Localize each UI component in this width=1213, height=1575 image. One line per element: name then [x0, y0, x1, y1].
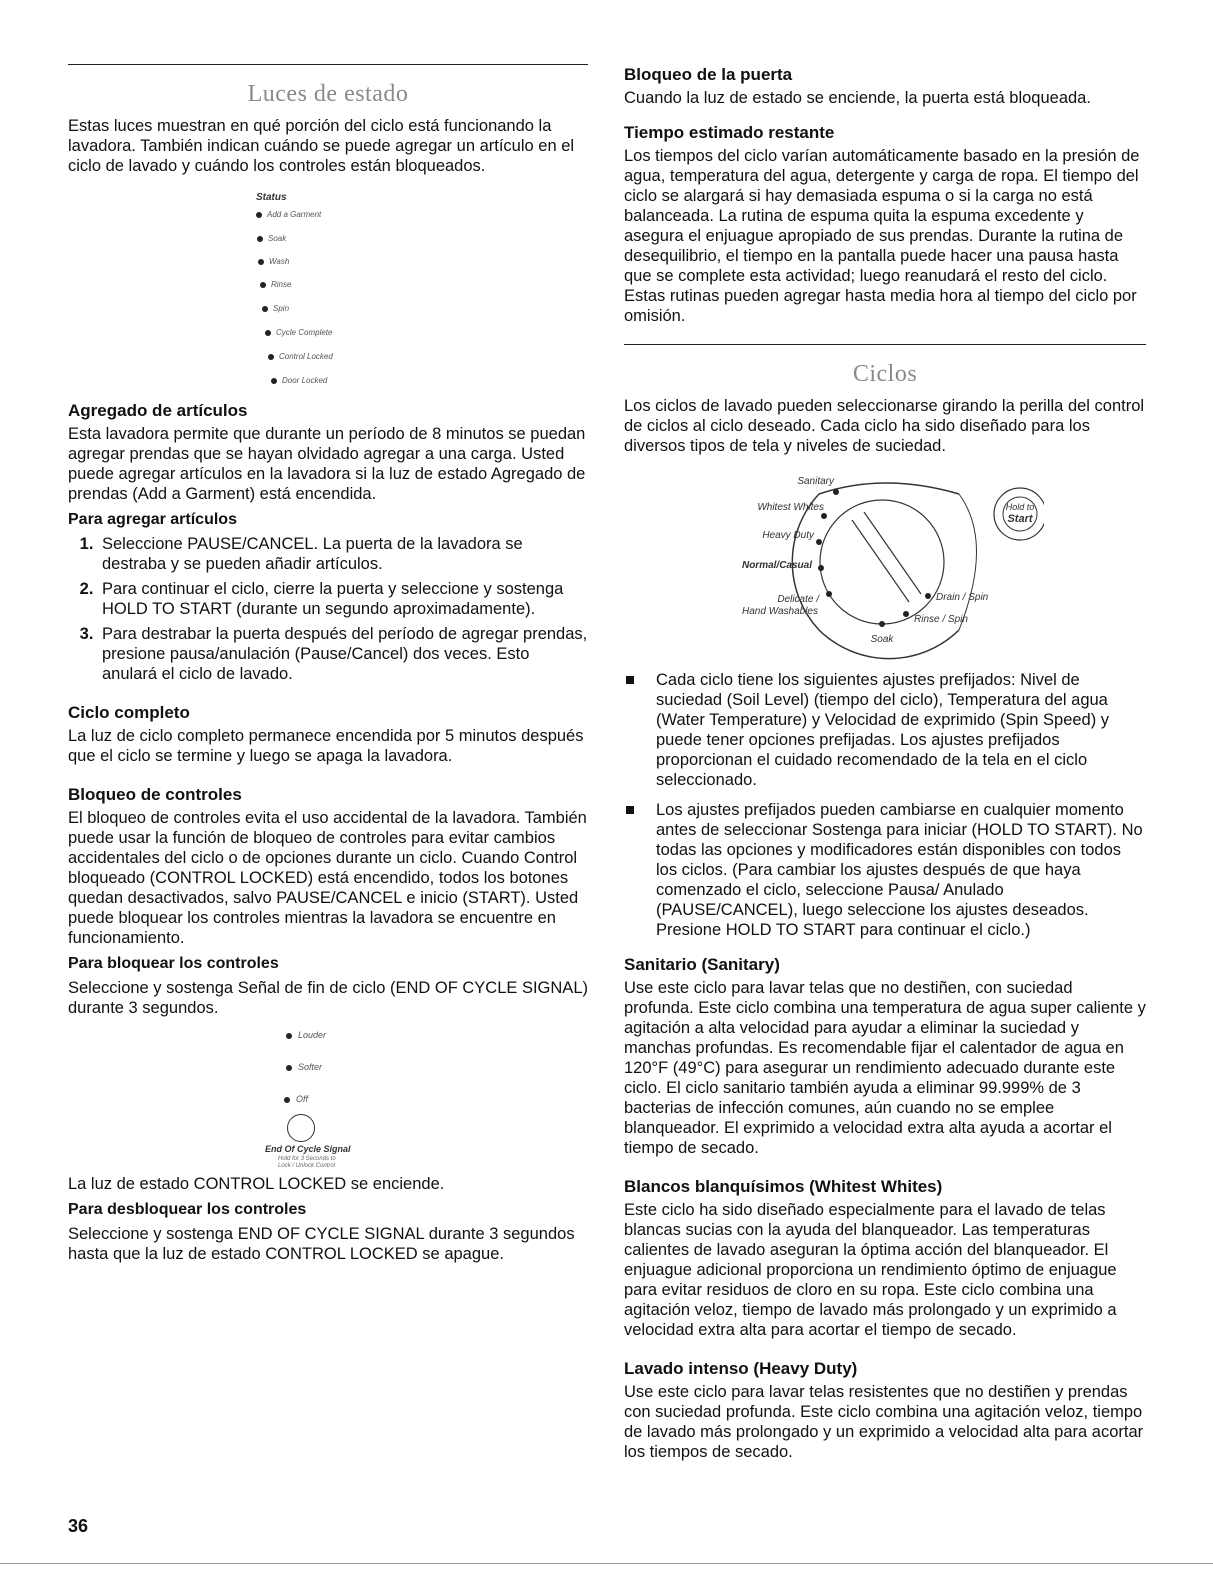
- square-bullet-icon: [626, 806, 634, 814]
- list-item: Cada ciclo tiene los siguientes ajustes prefijados: Nivel de suciedad (Soil Level) (tiempo del ciclo), Temperatura del agua (Water Temperature) y Velocidad de exprimido (Spin Speed) y puede tener opciones prefijadas. Los ajustes prefijados proporcionan el cuidado recomendado de la tela en el ciclo seleccionado.: [624, 670, 1146, 790]
- intenso-body: Use este ciclo para lavar telas resistentes que no destiñen y prendas con suciedad profunda. Este ciclo combina una agitación veloz, tiempo de lavado más prolongado y un exprimido a velocidad alta para acortar los tiempos de secado.: [624, 1383, 1144, 1461]
- bloqueo-controles-section: [68, 784, 588, 1264]
- status-dot-icon: [271, 378, 277, 384]
- status-dot-icon: [262, 306, 268, 312]
- bloquear-subheading: Para bloquear los controles: [68, 955, 279, 972]
- eoc-label: End Of Cycle Signal: [265, 1144, 351, 1154]
- list-item: 2. Para continuar el ciclo, cierre la puerta y seleccione y sostenga HOLD TO START (durante un segundo aproximadamente).: [98, 579, 588, 619]
- list-item: 3. Para destrabar la puerta después del período de agregar prendas, presione pausa/anulación (Pause/Cancel) dos veces. Esto anulará el ciclo de lavado.: [98, 624, 588, 684]
- tiempo-body: Los tiempos del ciclo varían automáticamente basado en la presión de agua, temperatura del agua, detergente y carga de ropa. El tiempo del ciclo se alargará si hay demasiada espuma o si la carga no está balanceada. La rutina de espuma quita la espuma excedente y asegura el enjuague apropiado de sus prendas. Durante la rutina de desequilibrio, el tiempo en la pantalla puede hacer una pausa hasta que se complete esta actividad; luego reanudará el resto del ciclo. Estas rutinas pueden agregar hasta media hora al tiempo del ciclo por omisión.: [624, 147, 1140, 325]
- agregado-heading: Agregado de artículos: [68, 401, 248, 420]
- left-column: [68, 64, 588, 1264]
- eoc-light-louder: Louder: [286, 1030, 326, 1040]
- status-dot-icon: [257, 236, 263, 242]
- end-of-cycle-panel: [68, 1020, 588, 1170]
- status-dot-icon: [286, 1033, 292, 1039]
- dial-label-hand-washables: Hand Washables: [742, 606, 818, 617]
- status-dot-icon: [268, 354, 274, 360]
- ciclo-completo-heading: Ciclo completo: [68, 703, 190, 722]
- dial-label-delicate: Delicate /: [777, 594, 819, 605]
- control-locked-on-text: La luz de estado CONTROL LOCKED se enciende.: [68, 1175, 445, 1193]
- dial-knob-icon: [820, 500, 944, 624]
- dial-outline-top: [819, 483, 959, 494]
- dial-pointer-icon: [852, 512, 921, 602]
- intenso-heading: Lavado intenso (Heavy Duty): [624, 1359, 858, 1378]
- list-item: 1. Seleccione PAUSE/CANCEL. La puerta de la lavadora se destraba y se pueden añadir artículos.: [98, 534, 588, 574]
- status-light-soak: Soak: [257, 234, 286, 243]
- blancos-body: Este ciclo ha sido diseñado especialmente para el lavado de telas blancas sucias con la ayuda del blanqueador. Las temperaturas calientes de lavado aseguran la óptima acción del blanqueador. El enjuague adicional proporciona un rendimiento óptimo de enjuague para evitar residuos de cloro en su ropa. Este ciclo combina una agitación veloz, tiempo de lavado más prolongado y un exprimido a velocidad extra alta para acortar el tiempo de secado.: [624, 1201, 1117, 1339]
- list-item: Los ajustes prefijados pueden cambiarse en cualquier momento antes de seleccionar Sostenga para iniciar (HOLD TO START). No todas las opciones y modificadores están disponibles con todos los ciclos. (Para cambiar los ajustes después de que haya comenzado el ciclo, seleccione Pausa/ Anulado (PAUSE/CANCEL), luego seleccione los ajustes deseados. Presione HOLD TO START para continuar el ciclo.): [624, 800, 1146, 940]
- sanitario-heading: Sanitario (Sanitary): [624, 955, 780, 974]
- dial-dot-icon: [821, 513, 827, 519]
- dial-label-drain-spin: Drain / Spin: [936, 592, 989, 603]
- dial-outline-right: [959, 494, 977, 630]
- status-dot-icon: [258, 259, 264, 265]
- ciclo-completo-body: La luz de ciclo completo permanece encendida por 5 minutos después que el ciclo se termine y luego se apaga la lavadora.: [68, 727, 584, 765]
- ciclos-intro: Los ciclos de lavado pueden seleccionarse girando la perilla del control de ciclos al ciclo deseado. Cada ciclo ha sido diseñado para los diversos tipos de tela y niveles de suciedad.: [624, 397, 1145, 455]
- dial-dot-icon: [816, 539, 822, 545]
- dial-label-normal-casual: Normal/Casual: [741, 560, 812, 571]
- dial-dot-icon: [833, 489, 839, 495]
- status-light-spin: Spin: [262, 304, 289, 313]
- status-light-add-garment: Add a Garment: [256, 210, 321, 219]
- start-label: Start: [1007, 513, 1033, 525]
- dial-label-sanitary: Sanitary: [797, 476, 834, 487]
- intenso-section: [624, 1358, 1146, 1462]
- bloquear-body: Seleccione y sostenga Señal de fin de ciclo (END OF CYCLE SIGNAL) durante 3 segundos.: [68, 979, 588, 1017]
- dial-dot-icon: [925, 593, 931, 599]
- end-of-cycle-button-icon: [287, 1114, 315, 1142]
- blancos-heading: Blancos blanquísimos (Whitest Whites): [624, 1177, 943, 1196]
- status-dot-icon: [256, 212, 262, 218]
- square-bullet-icon: [626, 676, 634, 684]
- bottom-rule: [0, 1563, 1213, 1564]
- agregado-steps: [68, 534, 588, 684]
- status-light-wash: Wash: [258, 257, 289, 266]
- bloqueo-puerta-section: [624, 64, 1146, 108]
- desbloquear-body: Seleccione y sostenga END OF CYCLE SIGNAL durante 3 segundos hasta que la luz de estado CONTROL LOCKED se apague.: [68, 1225, 575, 1263]
- bloqueo-controles-body: El bloqueo de controles evita el uso accidental de la lavadora. También puede usar la función de bloqueo de controles para evitar cambios accidentales del ciclo o de opciones durante un ciclo. Cuando Control bloqueado (CONTROL LOCKED) está encendido, todos los botones quedan desactivados, salvo PAUSE/CANCEL e inicio (START). Usted puede bloquear los controles mientras la lavadora se encuentre en funcionamiento.: [68, 809, 587, 947]
- desbloquear-subheading: Para desbloquear los controles: [68, 1201, 307, 1218]
- bloqueo-controles-heading: Bloqueo de controles: [68, 785, 242, 804]
- dial-label-soak: Soak: [870, 634, 894, 645]
- eoc-sub-2: Lock / Unlock Control: [278, 1163, 336, 1169]
- right-column: [624, 64, 1146, 1480]
- status-light-control-locked: Control Locked: [268, 352, 333, 361]
- eoc-sub-1: Hold for 3 Seconds to: [278, 1156, 336, 1162]
- status-light-cycle-complete: Cycle Complete: [265, 328, 332, 337]
- status-light-rinse: Rinse: [260, 280, 291, 289]
- agregado-section: [68, 400, 588, 684]
- ciclo-completo-section: [68, 702, 588, 766]
- dial-label-heavy-duty: Heavy Duty: [762, 530, 814, 541]
- page-number: 36: [68, 1516, 89, 1536]
- tiempo-section: [624, 122, 1146, 326]
- dial-label-whitest-whites: Whitest Whites: [757, 502, 824, 513]
- sanitario-body: Use este ciclo para lavar telas que no destiñen, con suciedad profunda. Este ciclo combina una temperatura de agua super caliente y agitación a alta velocidad para ayudar a eliminar la suciedad y manchas profundas. Es recomendable fijar el calentador de agua en 120°F (49°C) para asegurar un rendimiento adecuado durante este ciclo. El ciclo sanitario también ayuda a eliminar 99.999% de 3 bacterias de infección comunes, aún cuando no se emplee blanqueador. El exprimido a velocidad extra alta ayuda a acortar el tiempo de secado.: [624, 979, 1146, 1157]
- status-dot-icon: [260, 282, 266, 288]
- status-dot-icon: [265, 330, 271, 336]
- dial-dot-icon: [879, 621, 885, 627]
- section-title-ciclos: Ciclos: [852, 361, 918, 387]
- luces-intro: Estas luces muestran en qué porción del ciclo está funcionando la lavadora. También indican cuándo se puede agregar un artículo en el ciclo de lavado y cuándo los controles están bloqueados.: [68, 117, 575, 175]
- status-dot-icon: [286, 1065, 292, 1071]
- ciclos-bullets: [624, 670, 1146, 940]
- section-rule: [624, 344, 1146, 345]
- sanitario-section: [624, 954, 1146, 1158]
- dial-dot-icon: [826, 591, 832, 597]
- agregado-body: Esta lavadora permite que durante un período de 8 minutos se puedan agregar prendas que se hayan olvidado agregar a una carga. Usted puede agregar artículos en la lavadora si la luz de estado Agregado de prendas (Add a Garment) está encendida.: [68, 425, 586, 503]
- hold-to-label: Hold to: [1005, 502, 1035, 512]
- section-rule: [68, 64, 588, 65]
- dial-dot-icon: [818, 565, 824, 571]
- tiempo-heading: Tiempo estimado restante: [624, 123, 835, 142]
- bloqueo-puerta-heading: Bloqueo de la puerta: [624, 65, 793, 84]
- section-title-luces: Luces de estado: [247, 81, 409, 107]
- status-panel: [68, 184, 588, 394]
- dial-label-rinse-spin: Rinse / Spin: [914, 614, 968, 625]
- blancos-section: [624, 1176, 1146, 1340]
- dial-dot-icon: [903, 611, 909, 617]
- cycle-dial-diagram: [724, 462, 1044, 662]
- status-dot-icon: [284, 1097, 290, 1103]
- eoc-light-off: Off: [284, 1094, 308, 1104]
- agregado-subheading: Para agregar artículos: [68, 511, 237, 528]
- eoc-light-softer: Softer: [286, 1062, 322, 1072]
- bloqueo-puerta-body: Cuando la luz de estado se enciende, la puerta está bloqueada.: [624, 89, 1091, 107]
- status-light-door-locked: Door Locked: [271, 376, 327, 385]
- status-panel-title: Status: [256, 192, 287, 203]
